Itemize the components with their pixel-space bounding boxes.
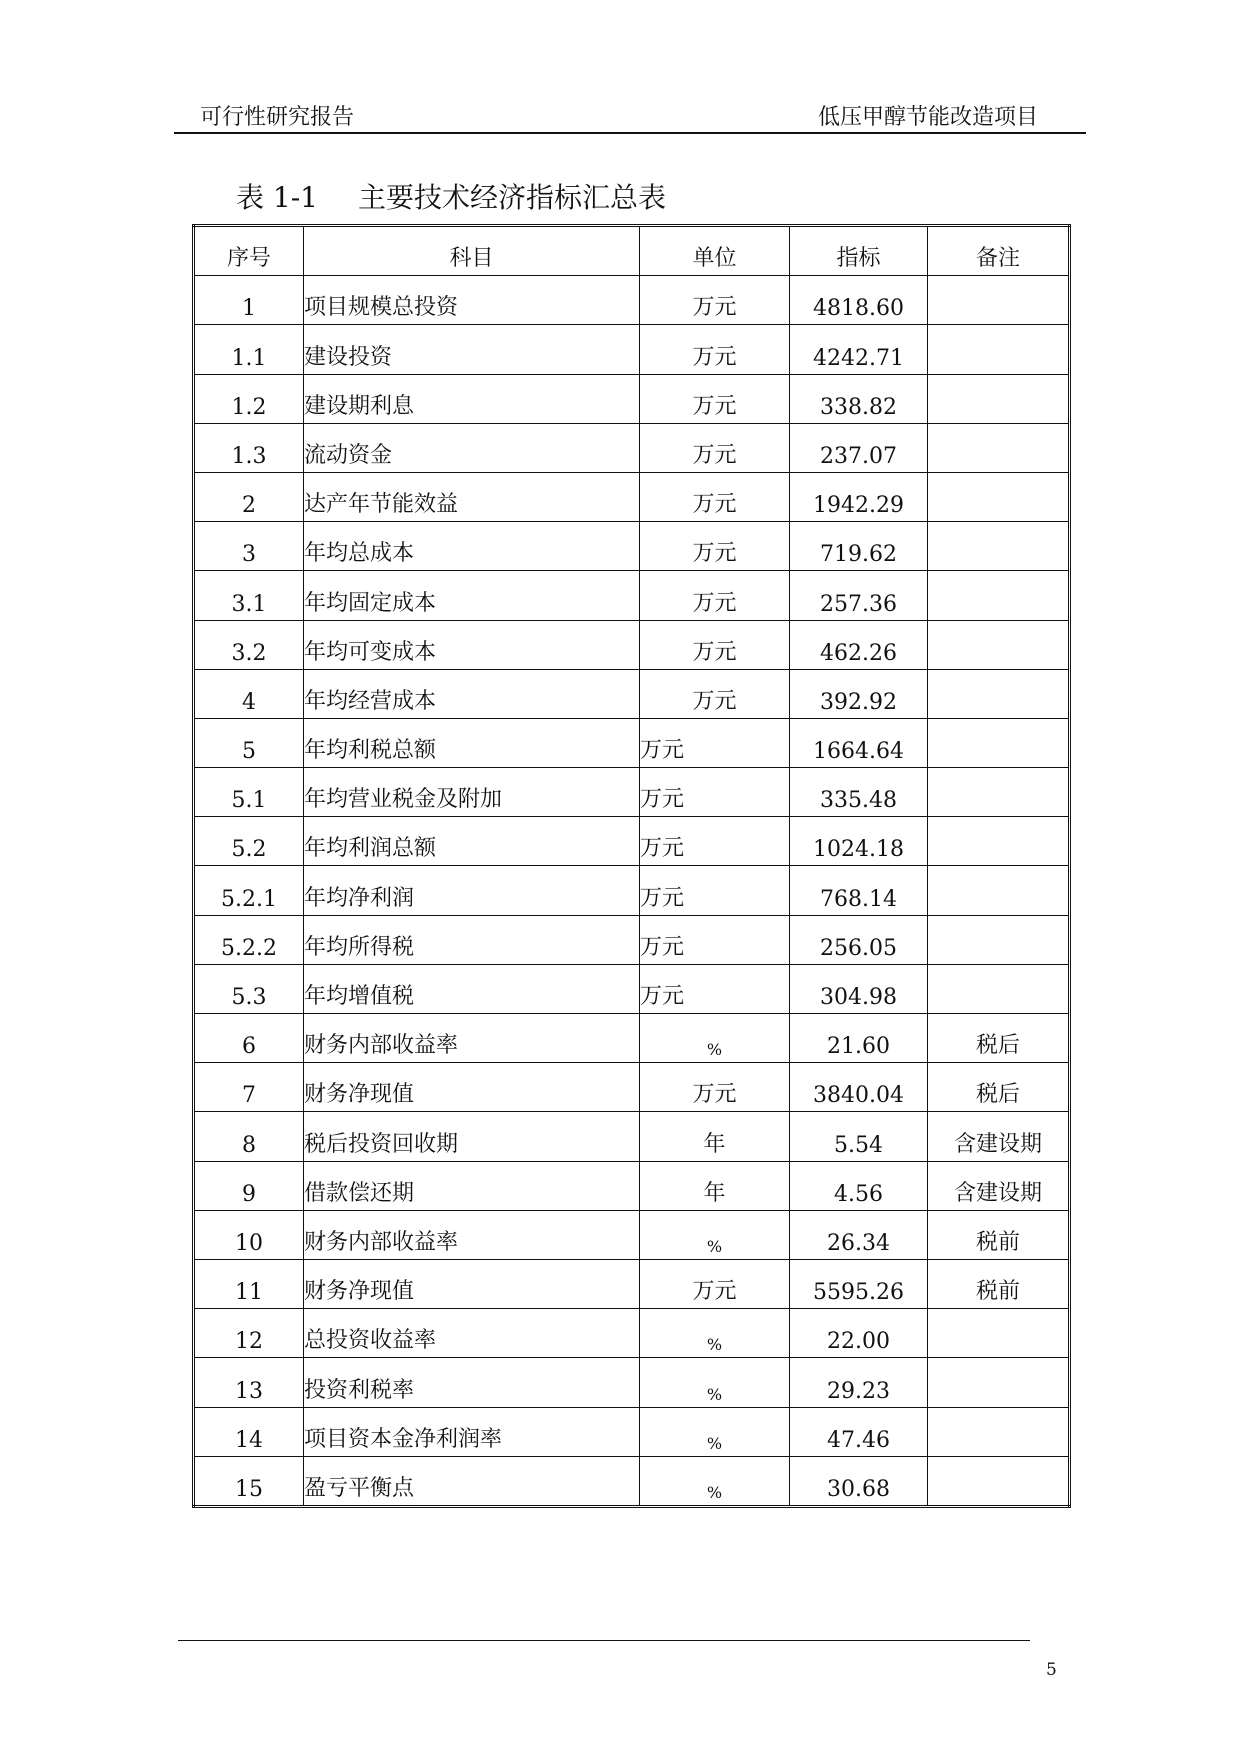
row-item: 项目资本金净利润率 [304, 1407, 640, 1456]
row-item: 财务内部收益率 [304, 1014, 640, 1063]
row-unit: 万元 [640, 423, 790, 472]
row-item: 年均增值税 [304, 964, 640, 1013]
table-row [194, 276, 1070, 325]
row-value: 335.48 [790, 768, 928, 817]
table-row [194, 817, 1070, 866]
table-row [194, 1112, 1070, 1161]
row-value: 1664.64 [790, 718, 928, 767]
row-number: 1.3 [194, 423, 304, 472]
table-row [194, 669, 1070, 718]
row-number: 10 [194, 1210, 304, 1259]
row-number: 5.2.2 [194, 915, 304, 964]
row-value: 1024.18 [790, 817, 928, 866]
row-unit: 年 [640, 1161, 790, 1210]
row-number: 12 [194, 1309, 304, 1358]
column-header-value: 指标 [790, 226, 928, 276]
row-value: 47.46 [790, 1407, 928, 1456]
row-note [928, 522, 1070, 571]
column-header-unit: 单位 [640, 226, 790, 276]
row-item: 年均总成本 [304, 522, 640, 571]
table-row [194, 1063, 1070, 1112]
row-value: 5.54 [790, 1112, 928, 1161]
row-note [928, 571, 1070, 620]
row-value: 30.68 [790, 1456, 928, 1506]
row-item: 达产年节能效益 [304, 472, 640, 521]
row-item: 流动资金 [304, 423, 640, 472]
row-unit: 万元 [640, 571, 790, 620]
row-note: 税后 [928, 1063, 1070, 1112]
row-note [928, 817, 1070, 866]
row-number: 1.1 [194, 325, 304, 374]
row-number: 3.1 [194, 571, 304, 620]
row-number: 5.2 [194, 817, 304, 866]
row-note [928, 472, 1070, 521]
table-row [194, 1259, 1070, 1308]
row-item: 年均营业税金及附加 [304, 768, 640, 817]
row-unit: % [640, 1407, 790, 1456]
table-row [194, 325, 1070, 374]
column-header-no: 序号 [194, 226, 304, 276]
row-number: 5.2.1 [194, 866, 304, 915]
table-header-row [194, 226, 1070, 276]
row-number: 6 [194, 1014, 304, 1063]
page-number: 5 [1046, 1660, 1057, 1680]
row-unit: 万元 [640, 768, 790, 817]
row-note [928, 964, 1070, 1013]
row-value: 3840.04 [790, 1063, 928, 1112]
table-row [194, 1358, 1070, 1407]
row-item: 年均净利润 [304, 866, 640, 915]
row-item: 税后投资回收期 [304, 1112, 640, 1161]
row-item: 财务内部收益率 [304, 1210, 640, 1259]
column-header-item: 科目 [304, 226, 640, 276]
row-unit: 万元 [640, 1259, 790, 1308]
table-row [194, 1210, 1070, 1259]
row-number: 2 [194, 472, 304, 521]
table-row [194, 915, 1070, 964]
table-row [194, 718, 1070, 767]
header-right-title: 低压甲醇节能改造项目 [818, 105, 1039, 130]
indicator-table [192, 224, 1071, 1508]
row-unit: 万元 [640, 276, 790, 325]
row-item: 年均固定成本 [304, 571, 640, 620]
row-unit: 万元 [640, 669, 790, 718]
row-value: 462.26 [790, 620, 928, 669]
table-row [194, 866, 1070, 915]
row-note [928, 915, 1070, 964]
table-caption [236, 176, 666, 216]
row-value: 5595.26 [790, 1259, 928, 1308]
row-note [928, 276, 1070, 325]
table-row [194, 472, 1070, 521]
row-unit: 万元 [640, 325, 790, 374]
row-item: 投资利税率 [304, 1358, 640, 1407]
table-row [194, 571, 1070, 620]
row-unit: 万元 [640, 522, 790, 571]
row-unit: 万元 [640, 866, 790, 915]
table-row [194, 1014, 1070, 1063]
row-number: 8 [194, 1112, 304, 1161]
row-note [928, 768, 1070, 817]
row-unit: 万元 [640, 620, 790, 669]
row-unit: % [640, 1014, 790, 1063]
row-note [928, 1456, 1070, 1506]
row-unit: % [640, 1309, 790, 1358]
row-note [928, 325, 1070, 374]
row-number: 7 [194, 1063, 304, 1112]
table-title: 主要技术经济指标汇总表 [358, 181, 667, 214]
row-value: 256.05 [790, 915, 928, 964]
table-row [194, 1456, 1070, 1506]
row-unit: % [640, 1456, 790, 1506]
row-note [928, 423, 1070, 472]
row-unit: 年 [640, 1112, 790, 1161]
row-item: 建设期利息 [304, 374, 640, 423]
row-value: 304.98 [790, 964, 928, 1013]
row-value: 4818.60 [790, 276, 928, 325]
row-value: 768.14 [790, 866, 928, 915]
row-note [928, 620, 1070, 669]
row-note [928, 374, 1070, 423]
row-value: 237.07 [790, 423, 928, 472]
row-number: 15 [194, 1456, 304, 1506]
row-item: 年均所得税 [304, 915, 640, 964]
row-number: 5 [194, 718, 304, 767]
table-row [194, 423, 1070, 472]
row-note [928, 669, 1070, 718]
row-item: 盈亏平衡点 [304, 1456, 640, 1506]
row-number: 3.2 [194, 620, 304, 669]
row-number: 9 [194, 1161, 304, 1210]
row-value: 26.34 [790, 1210, 928, 1259]
row-item: 年均利润总额 [304, 817, 640, 866]
row-value: 392.92 [790, 669, 928, 718]
row-unit: 万元 [640, 1063, 790, 1112]
row-number: 1.2 [194, 374, 304, 423]
table-row [194, 374, 1070, 423]
row-note [928, 866, 1070, 915]
row-number: 4 [194, 669, 304, 718]
row-value: 719.62 [790, 522, 928, 571]
row-item: 总投资收益率 [304, 1309, 640, 1358]
table-row [194, 1161, 1070, 1210]
footer-rule [178, 1640, 1030, 1641]
row-number: 14 [194, 1407, 304, 1456]
row-item: 财务净现值 [304, 1063, 640, 1112]
row-unit: 万元 [640, 718, 790, 767]
row-item: 建设投资 [304, 325, 640, 374]
row-item: 财务净现值 [304, 1259, 640, 1308]
row-item: 借款偿还期 [304, 1161, 640, 1210]
row-value: 4.56 [790, 1161, 928, 1210]
row-note [928, 1309, 1070, 1358]
table-row [194, 768, 1070, 817]
header-left-title: 可行性研究报告 [200, 105, 355, 130]
row-value: 338.82 [790, 374, 928, 423]
table-row [194, 964, 1070, 1013]
row-value: 257.36 [790, 571, 928, 620]
row-value: 1942.29 [790, 472, 928, 521]
row-item: 项目规模总投资 [304, 276, 640, 325]
row-unit: 万元 [640, 915, 790, 964]
row-item: 年均经营成本 [304, 669, 640, 718]
row-unit: 万元 [640, 374, 790, 423]
row-number: 5.1 [194, 768, 304, 817]
table-row [194, 620, 1070, 669]
row-note [928, 1407, 1070, 1456]
row-note: 含建设期 [928, 1161, 1070, 1210]
row-note: 税前 [928, 1259, 1070, 1308]
row-note: 税前 [928, 1210, 1070, 1259]
row-item: 年均可变成本 [304, 620, 640, 669]
table-number: 表 1-1 [236, 181, 318, 214]
row-value: 4242.71 [790, 325, 928, 374]
row-number: 11 [194, 1259, 304, 1308]
table-row [194, 522, 1070, 571]
row-note: 税后 [928, 1014, 1070, 1063]
row-note: 含建设期 [928, 1112, 1070, 1161]
row-note [928, 1358, 1070, 1407]
row-note [928, 718, 1070, 767]
table-row [194, 1407, 1070, 1456]
row-unit: 万元 [640, 964, 790, 1013]
row-unit: 万元 [640, 817, 790, 866]
row-number: 13 [194, 1358, 304, 1407]
row-unit: % [640, 1210, 790, 1259]
row-value: 22.00 [790, 1309, 928, 1358]
row-unit: 万元 [640, 472, 790, 521]
header-rule [174, 132, 1086, 134]
row-unit: % [640, 1358, 790, 1407]
row-value: 29.23 [790, 1358, 928, 1407]
row-number: 1 [194, 276, 304, 325]
row-item: 年均利税总额 [304, 718, 640, 767]
row-value: 21.60 [790, 1014, 928, 1063]
row-number: 5.3 [194, 964, 304, 1013]
column-header-note: 备注 [928, 226, 1070, 276]
table-row [194, 1309, 1070, 1358]
row-number: 3 [194, 522, 304, 571]
